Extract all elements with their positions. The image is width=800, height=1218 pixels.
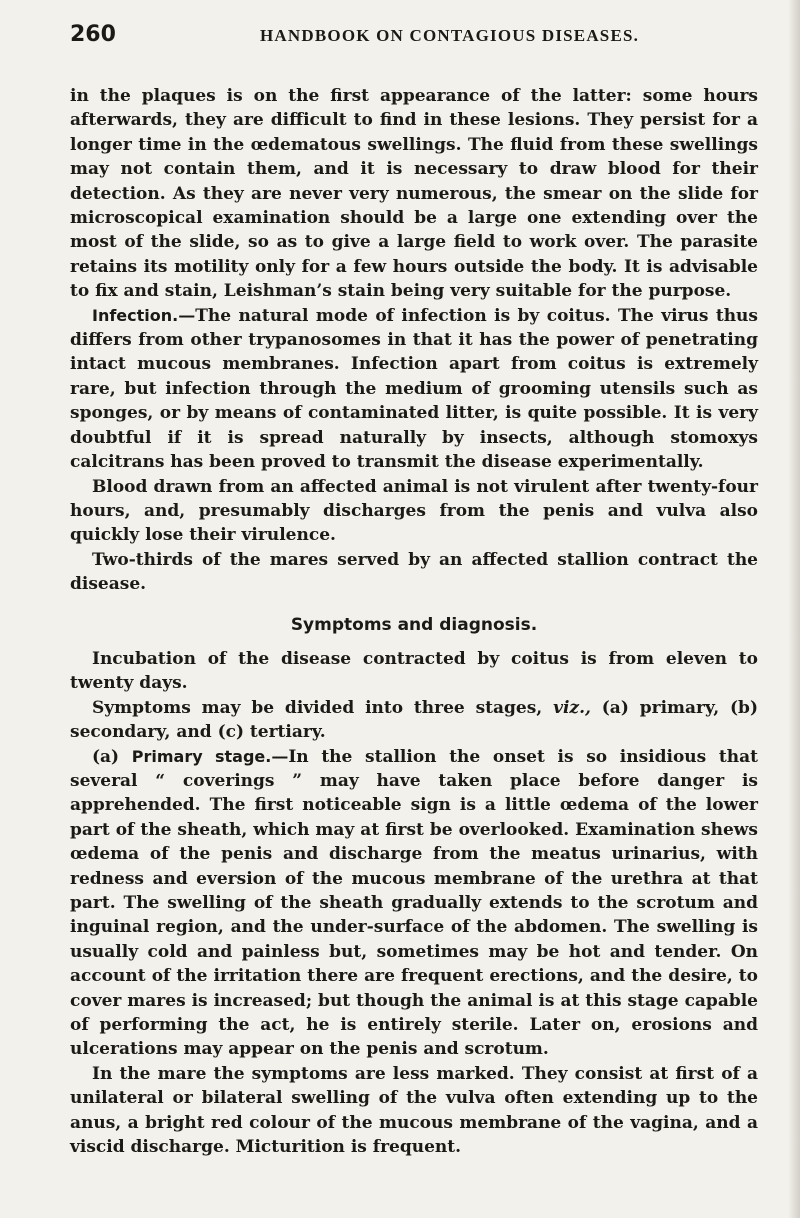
primary-stage-heading: Primary stage. <box>131 746 272 766</box>
page-number: 260 <box>70 22 116 47</box>
stages-text-after: (a) primary, (b) secondary, and (c) tertiary. <box>70 697 758 743</box>
infection-text: —The natural mode of infection is by coitus. The virus thus differs from other trypanosomes in that it has the power of penetrating intact mucous membranes. Infection apart from coitus is extremely rare, but infection through the medium of grooming utensils such as sponges, or by means of contaminated litter, is quite possible. It is very doubtful if it is spread naturally by insects, although stomoxys calcitrans has been proved to transmit the disease experimentally. <box>70 305 758 473</box>
page-header <box>70 22 764 56</box>
paragraph-mare-symptoms: In the mare the symptoms are less marked. They consist at first of a unilateral or bilateral swelling of the vulva often extending up to the anus, a bright red colour of the mucous membrane of the vagina, and a viscid discharge. Micturition is frequent. <box>70 1063 758 1158</box>
stages-text-before: Symptoms may be divided into three stages, <box>92 697 554 718</box>
primary-stage-label: (a) <box>92 746 132 767</box>
paragraph-stages <box>70 696 758 745</box>
paragraph-incubation: Incubation of the disease contracted by coitus is from eleven to twenty days. <box>70 648 758 694</box>
infection-heading: Infection. <box>92 305 179 325</box>
primary-stage-text: —In the stallion the onset is so insidious that several “ coverings ” may have taken place before danger is apprehended. The first noticeable sign is a little œdema of the lower part of the sheath, which may at first be overlooked. Examination shews œdema of the penis and discharge from the meatus urinarius, with redness and eversion of the mucous membrane of the urethra at that part. The swelling of the sheath gradually extends to the scrotum and inguinal region, and the under-surface of the abdomen. The swelling is usually cold and painless but, sometimes may be hot and tender. On account of the irritation there are frequent erections, and the desire, to cover mares is increased; but though the animal is at this stage capable of performing the act, he is entirely sterile. Later on, erosions and ulcerations may appear on the penis and scrotum. <box>70 746 758 1060</box>
section-heading-symptoms: Symptoms and diagnosis. <box>290 614 538 635</box>
paragraph-infection <box>70 304 758 475</box>
paragraph-mares-infected: Two-thirds of the mares served by an affected stallion contract the disease. <box>70 549 758 595</box>
body-text <box>70 84 758 1159</box>
paragraph-parasite-detection: in the plaques is on the first appearance of the latter: some hours afterwards, they are difficult to find in these lesions. They persist for a longer time in the œdematous swellings. The fluid from these swellings may not contain them, and it is necessary to draw blood for their detection. As they are never very numerous, the smear on the slide for microscopical examination should be a large one extending over the most of the slide, so as to give a large field to work over. The parasite retains its motility only for a few hours outside the body. It is advisable to fix and stain, Leishman’s stain being very suitable for the purpose. <box>70 86 758 302</box>
page-edge-shadow <box>788 0 800 1218</box>
stages-viz: viz., <box>553 697 591 718</box>
paragraph-primary-stage <box>70 745 758 1062</box>
running-title: HANDBOOK ON CONTAGIOUS DISEASES. <box>260 26 640 45</box>
paragraph-blood-virulence: Blood drawn from an affected animal is not virulent after twenty-four hours, and, presumably discharges from the penis and vulva also quickly lose their virulence. <box>70 476 758 546</box>
